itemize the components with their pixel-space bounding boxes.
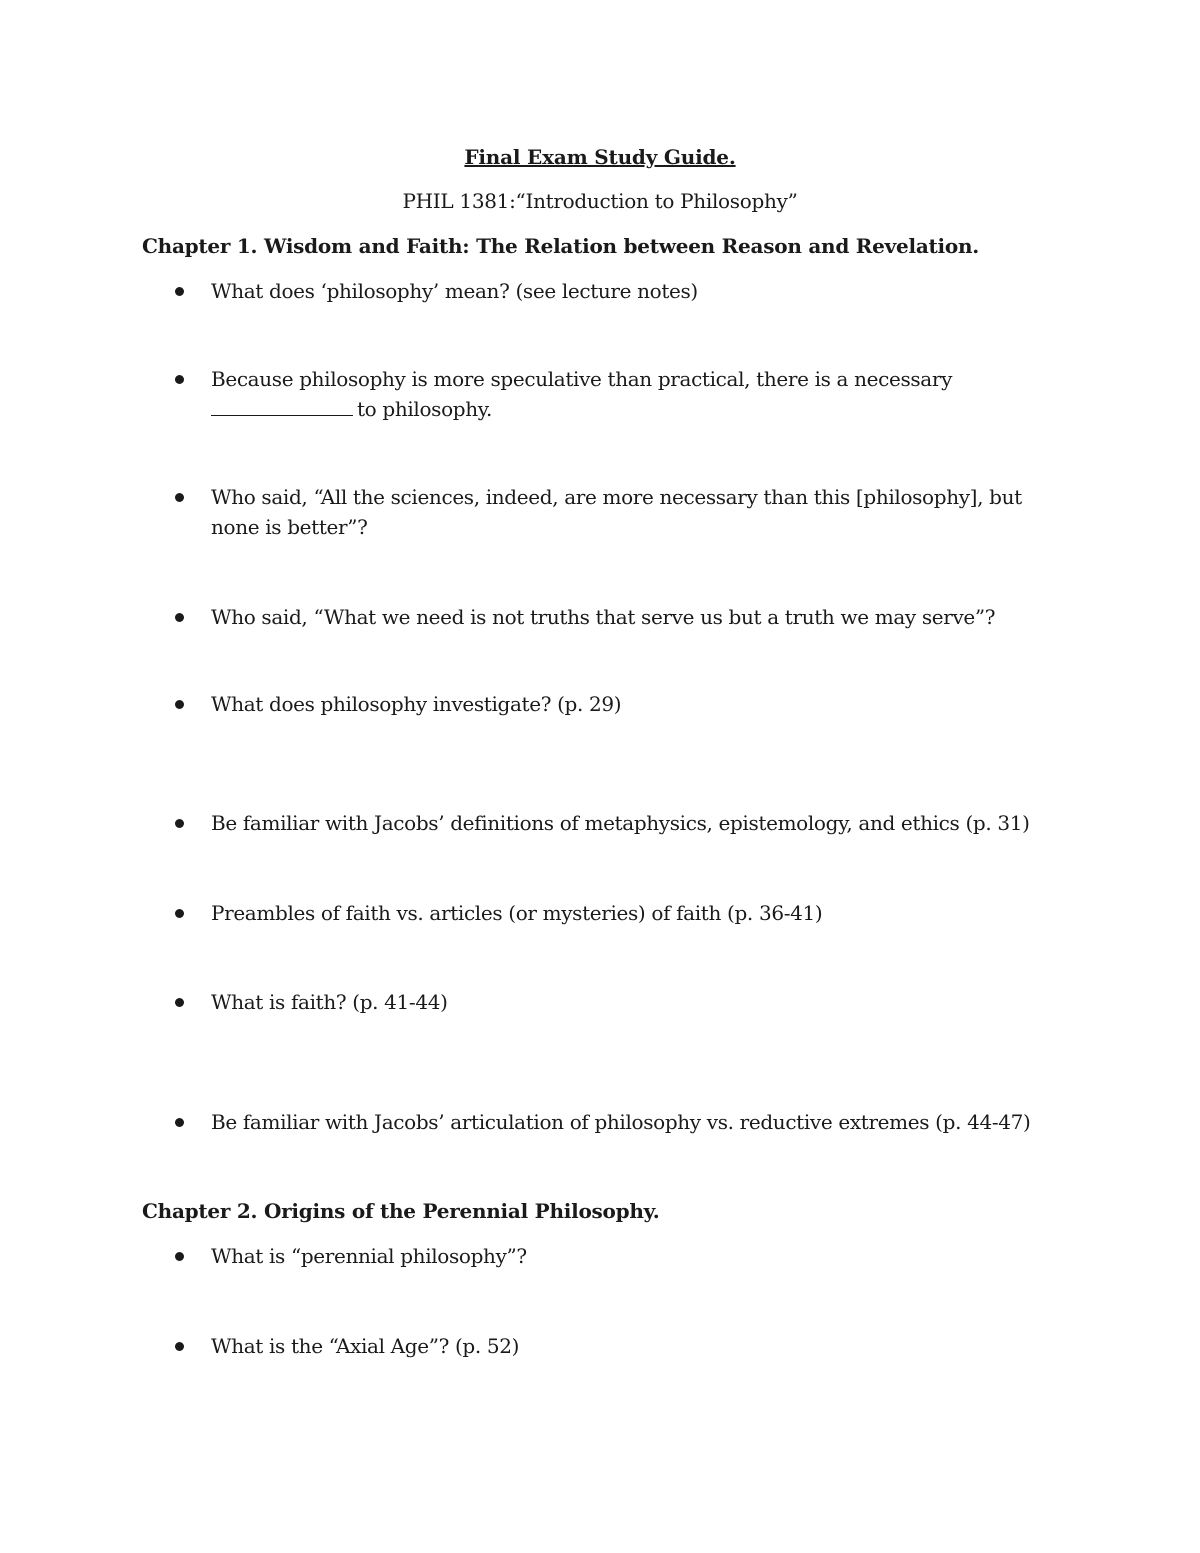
bullet-icon xyxy=(175,1118,184,1127)
list-item-text: Who said, “What we need is not truths that serve us but a truth we may serve”? xyxy=(211,605,996,629)
fill-in-blank xyxy=(211,395,353,416)
bullet-icon xyxy=(175,700,184,709)
bullet-icon xyxy=(175,1342,184,1351)
list-item-text-line-2: to philosophy. xyxy=(357,397,493,421)
document-subtitle: PHIL 1381:“Introduction to Philosophy” xyxy=(402,189,798,213)
bullet-icon xyxy=(175,287,184,296)
bullet-icon xyxy=(175,998,184,1007)
list-item-text xyxy=(211,364,1057,424)
list-item-text: Be familiar with Jacobs’ definitions of metaphysics, epistemology, and ethics (p. 31) xyxy=(211,811,1030,835)
bullet-icon xyxy=(175,819,184,828)
chapter-2-heading: Chapter 2. Origins of the Perennial Philosophy. xyxy=(142,1199,660,1223)
chapter-1-heading: Chapter 1. Wisdom and Faith: The Relation between Reason and Revelation. xyxy=(142,234,979,258)
list-item-text: Preambles of faith vs. articles (or mysteries) of faith (p. 36-41) xyxy=(211,901,823,925)
bullet-icon xyxy=(175,375,184,384)
bullet-icon xyxy=(175,909,184,918)
bullet-icon xyxy=(175,1252,184,1261)
list-item-text: What is faith? (p. 41-44) xyxy=(211,990,448,1014)
bullet-icon xyxy=(175,493,184,502)
list-item-text: Be familiar with Jacobs’ articulation of philosophy vs. reductive extremes (p. 44-47) xyxy=(211,1110,1031,1134)
list-item-text: What does ‘philosophy’ mean? (see lecture notes) xyxy=(211,279,698,303)
list-item-text: Who said, “All the sciences, indeed, are more necessary than this [philosophy], but none is better”? xyxy=(211,485,1022,539)
document-title: Final Exam Study Guide. xyxy=(464,145,736,169)
list-item-text: What is “perennial philosophy”? xyxy=(211,1244,527,1268)
list-item-text: What does philosophy investigate? (p. 29) xyxy=(211,692,622,716)
list-item-text: What is the “Axial Age”? (p. 52) xyxy=(211,1334,520,1358)
bullet-icon xyxy=(175,613,184,622)
list-item-text-line-1: Because philosophy is more speculative than practical, there is a necessary xyxy=(211,367,953,391)
